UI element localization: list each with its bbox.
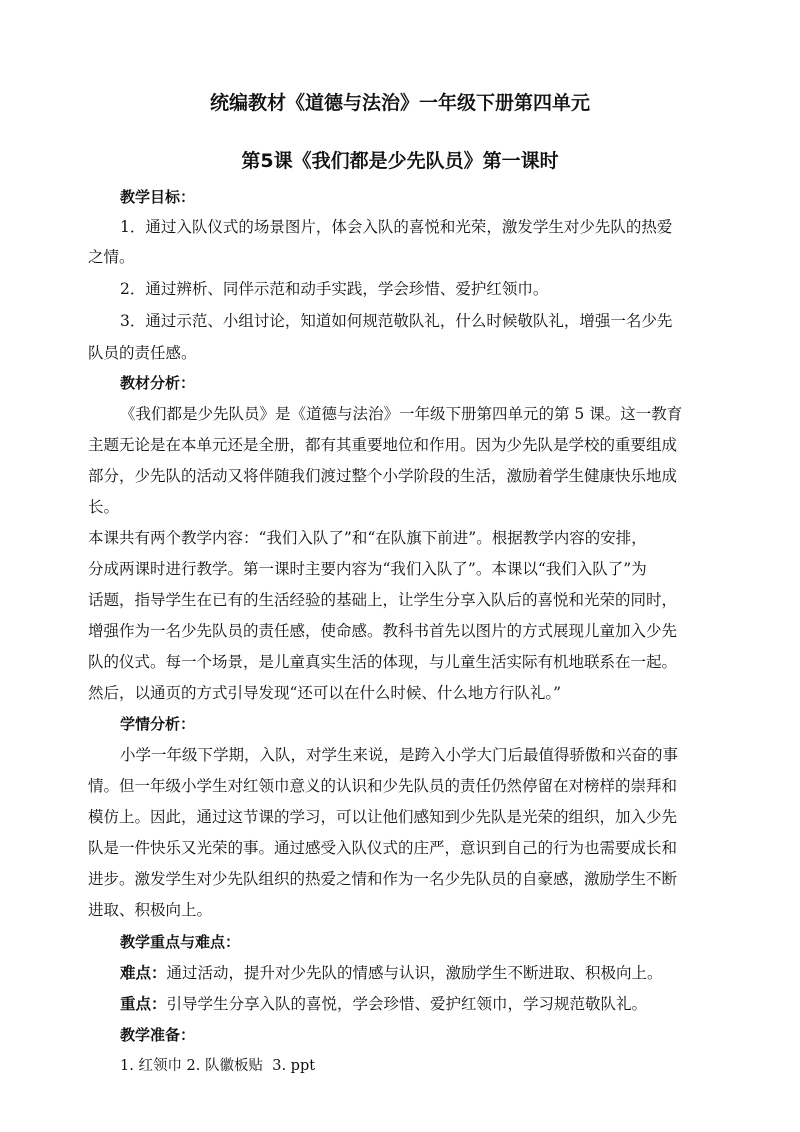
students-line-4: 队是一件快乐又光荣的事。通过感受入队仪式的庄严，意识到自己的行为也需要成长和: [88, 839, 678, 857]
difficult-text: 通过活动，提升对少先队的情感与认识，激励学生不断进取、积极向上。: [166, 964, 663, 982]
material-p2-line-1: 本课共有两个教学内容：“我们入队了”和“在队旗下前进”。根据教学内容的安排，: [88, 529, 647, 547]
goal-3-line-1: 3．通过示范、小组讨论，知道如何规范敬队礼，什么时候敬队礼，增强一名少先: [120, 312, 673, 330]
section-heading-keypoints: 教学重点与难点：: [120, 933, 241, 951]
section-heading-goals: 教学目标：: [120, 188, 196, 206]
document-title: 统编教材《道德与法治》一年级下册第四单元: [209, 92, 590, 114]
students-line-2: 情。但一年级小学生对红领巾意义的认识和少先队员的责任仍然停留在对榜样的崇拜和: [88, 777, 678, 795]
material-p1-line-3: 部分，少先队的活动又将伴随我们渡过整个小学阶段的生活，激励着学生健康快乐地成: [88, 467, 678, 485]
section-heading-prep: 教学准备：: [120, 1026, 196, 1044]
students-line-5: 进步。激发学生对少先队组织的热爱之情和作为一名少先队员的自豪感，激励学生不断: [88, 870, 678, 888]
material-p1-line-2: 主题无论是在本单元还是全册，都有其重要地位和作用。因为少先队是学校的重要组成: [88, 436, 678, 454]
goal-1-line-2: 之情。: [88, 248, 135, 266]
students-line-6: 进取、积极向上。: [88, 901, 213, 919]
material-p1-line-1: 《我们都是少先队员》是《道德与法治》一年级下册第四单元的第 5 课。这一教育: [120, 405, 683, 423]
students-line-1: 小学一年级下学期，入队，对学生来说，是跨入小学大门后最值得骄傲和兴奋的事: [120, 746, 679, 764]
material-p2-line-4: 增强作为一名少先队员的责任感，使命感。教科书首先以图片的方式展现儿童加入少先: [88, 622, 678, 640]
material-p2-line-5: 队的仪式。每一个场景，是儿童真实生活的体现，与儿童生活实际有机地联系在一起。: [88, 653, 678, 671]
material-p2-line-6: 然后，以通页的方式引导发现“还可以在什么时候、什么地方行队礼。”: [88, 684, 562, 702]
goal-1-line-1: 1．通过入队仪式的场景图片，体会入队的喜悦和光荣，激发学生对少先队的热爱: [120, 218, 673, 236]
material-p2-line-2: 分成两课时进行教学。第一课时主要内容为“我们入队了”。本课以“我们入队了”为: [88, 560, 647, 578]
key-point: [120, 994, 647, 1014]
prep-items: 1. 红领巾 2. 队徽板贴 3. ppt: [120, 1058, 316, 1074]
goal-3-line-2: 队员的责任感。: [88, 344, 197, 362]
key-label: 重点：: [120, 995, 167, 1013]
students-line-3: 模仿上。因此，通过这节课的学习，可以让他们感知到少先队是光荣的组织，加入少先: [88, 808, 678, 826]
lesson-title: 第5课《我们都是少先队员》第一课时: [241, 150, 559, 172]
difficult-label: 难点：: [120, 964, 167, 982]
section-heading-students: 学情分析：: [120, 715, 196, 733]
material-p1-line-4: 长。: [88, 498, 120, 516]
material-p2-line-3: 话题，指导学生在已有的生活经验的基础上，让学生分享入队后的喜悦和光荣的同时，: [88, 591, 678, 609]
key-text: 引导学生分享入队的喜悦，学会珍惜、爱护红领巾，学习规范敬队礼。: [166, 995, 648, 1013]
difficult-point: [120, 963, 663, 983]
goal-2: 2．通过辨析、同伴示范和动手实践，学会珍惜、爱护红领巾。: [120, 280, 549, 298]
section-heading-material: 教材分析：: [120, 374, 196, 392]
